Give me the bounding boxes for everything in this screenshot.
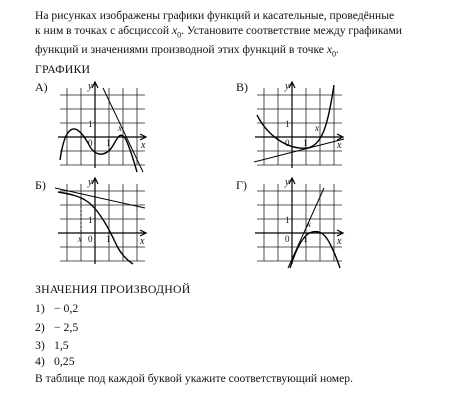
task-line-3: функций и значениями производной этих функций в точке $x_0$.: [35, 43, 339, 59]
graph-a: [55, 80, 150, 173]
graph-a-label: А): [35, 80, 48, 94]
graph-b-zero: 0: [88, 234, 93, 244]
graph-b-y-label: y: [88, 177, 93, 188]
graph-g-x-label: x: [337, 236, 342, 247]
graph-a-x-label: x: [141, 140, 146, 151]
answer-2: 2) − 2,5: [35, 320, 79, 334]
answer-1: 1) − 0,2: [35, 301, 79, 315]
graph-a-zero: 0: [88, 138, 93, 148]
task-line-1: На рисунках изображены графики функций и касательные, проведённые: [35, 9, 395, 22]
answer-3: 3) 1,5: [35, 338, 69, 352]
graph-v-label: В): [236, 80, 248, 94]
task-line-2: к ним в точках с абсциссой $x_0$. Установите соответствие между графиками: [35, 24, 402, 40]
graph-v-one-y: 1: [285, 119, 290, 129]
graph-v-one-x: 1: [303, 138, 308, 148]
graph-v-zero: 0: [285, 138, 290, 148]
graph-g-label: Г): [236, 178, 247, 192]
footer-instruction: В таблице под каждой буквой укажите соответствующий номер.: [35, 372, 353, 385]
graph-v-y-label: y: [285, 81, 290, 92]
graph-g-y-label: y: [285, 177, 290, 188]
answer-4: 4) 0,25: [35, 354, 75, 368]
graph-a-y-label: y: [88, 81, 93, 92]
graph-g: [252, 176, 347, 269]
graph-a-one-y: 1: [88, 119, 93, 129]
graph-v: [252, 80, 347, 173]
graphs-heading: ГРАФИКИ: [35, 62, 91, 76]
graph-g-zero: 0: [285, 234, 290, 244]
graph-a-x0: x: [118, 123, 122, 133]
graph-a-one-x: 1: [106, 138, 111, 148]
graph-b: [55, 176, 150, 269]
graph-b-x-label: x: [140, 236, 145, 247]
graph-g-one-y: 1: [285, 215, 290, 225]
graph-b-one-y: 1: [88, 215, 93, 225]
graph-b-one-x: 1: [106, 234, 111, 244]
values-heading: ЗНАЧЕНИЯ ПРОИЗВОДНОЙ: [35, 282, 191, 296]
graph-b-x0: x: [78, 234, 82, 244]
graph-v-x0: x: [315, 123, 319, 133]
task-text: [35, 8, 437, 62]
graph-g-x0: x: [307, 219, 311, 229]
graph-v-x-label: x: [337, 140, 342, 151]
graph-g-one-x: 1: [303, 234, 308, 244]
graph-b-label: Б): [35, 178, 46, 192]
